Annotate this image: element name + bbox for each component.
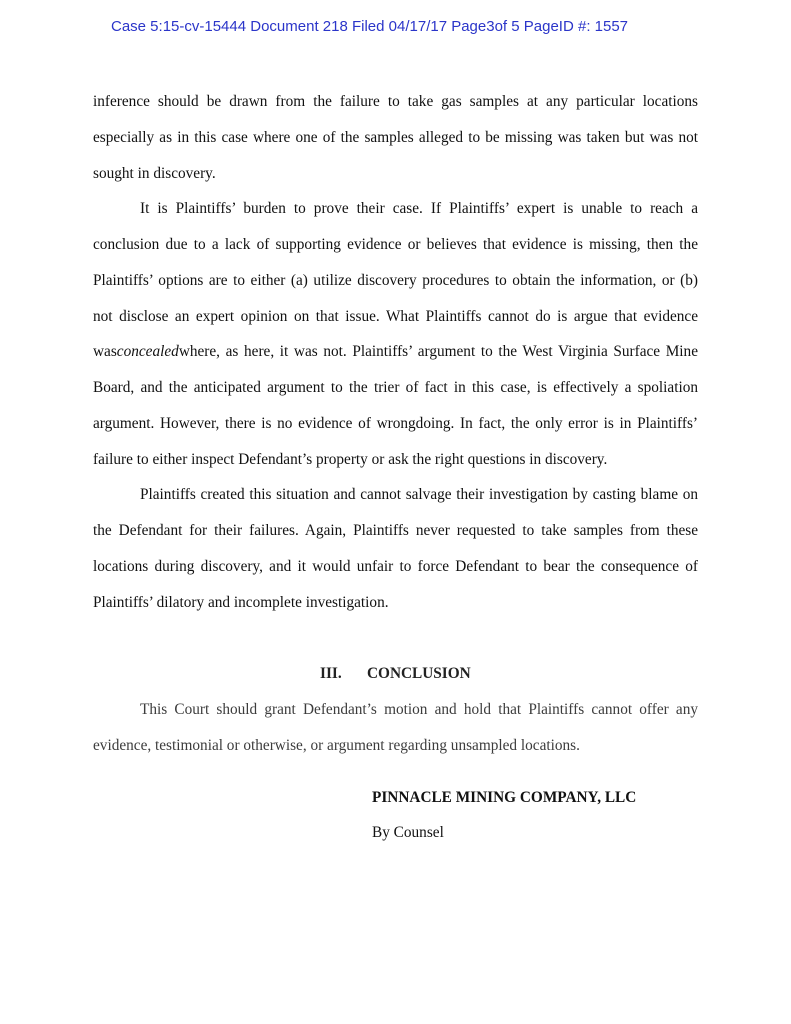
body-line: locations during discovery, and it would unfair to force Defendant to bear the consequence of: [93, 557, 698, 575]
body-line: argument. However, there is no evidence of wrongdoing. In fact, the only error is in Plaintiffs’: [93, 414, 698, 432]
body-text-run: was: [93, 343, 117, 361]
blank-line: [93, 620, 698, 656]
body-line: inference should be drawn from the failure to take gas samples at any particular locations: [93, 93, 698, 110]
document-body: [93, 84, 698, 763]
body-line: evidence, testimonial or otherwise, or argument regarding unsampled locations.: [93, 736, 580, 754]
italic-emphasis: concealed: [116, 343, 179, 361]
body-line: It is Plaintiffs’ burden to prove their case. If Plaintiffs’ expert is unable to reach a: [140, 200, 698, 218]
body-line: Plaintiffs’ options are to either (a) utilize discovery procedures to obtain the information, or (b): [93, 271, 698, 289]
body-line: the Defendant for their failures. Again, Plaintiffs never requested to take samples from these: [93, 522, 698, 539]
body-line: Plaintiffs’ dilatory and incomplete investigation.: [93, 593, 389, 611]
case-header-stamp: Case 5:15-cv-15444 Document 218 Filed 04/17/17 Page3of 5 PageID #: 1557: [111, 18, 629, 35]
body-line-concealed: [93, 334, 698, 370]
section-title: CONCLUSION: [367, 665, 471, 682]
body-line: conclusion due to a lack of supporting evidence or believes that evidence is missing, then the: [93, 236, 698, 253]
body-line: Plaintiffs created this situation and cannot salvage their investigation by casting blame on: [140, 486, 698, 504]
body-line: failure to either inspect Defendant’s property or ask the right questions in discovery.: [93, 450, 608, 468]
body-line: not disclose an expert opinion on that issue. What Plaintiffs cannot do is argue that evidence: [93, 307, 698, 325]
body-line: especially as in this case where one of the samples alleged to be missing was taken but was not: [93, 128, 698, 146]
body-line: sought in discovery.: [93, 164, 216, 182]
section-number: III.: [320, 665, 342, 682]
body-line: Board, and the anticipated argument to the trier of fact in this case, is effectively a spoliation: [93, 379, 698, 396]
section-heading: [93, 656, 698, 692]
body-text-run: where, as here, it was not. Plaintiffs’ argument to the West Virginia Surface Mine: [178, 343, 698, 361]
body-line: This Court should grant Defendant’s motion and hold that Plaintiffs cannot offer any: [140, 700, 698, 718]
signature-by-counsel: By Counsel: [372, 824, 444, 841]
signature-party: PINNACLE MINING COMPANY, LLC: [372, 789, 637, 806]
